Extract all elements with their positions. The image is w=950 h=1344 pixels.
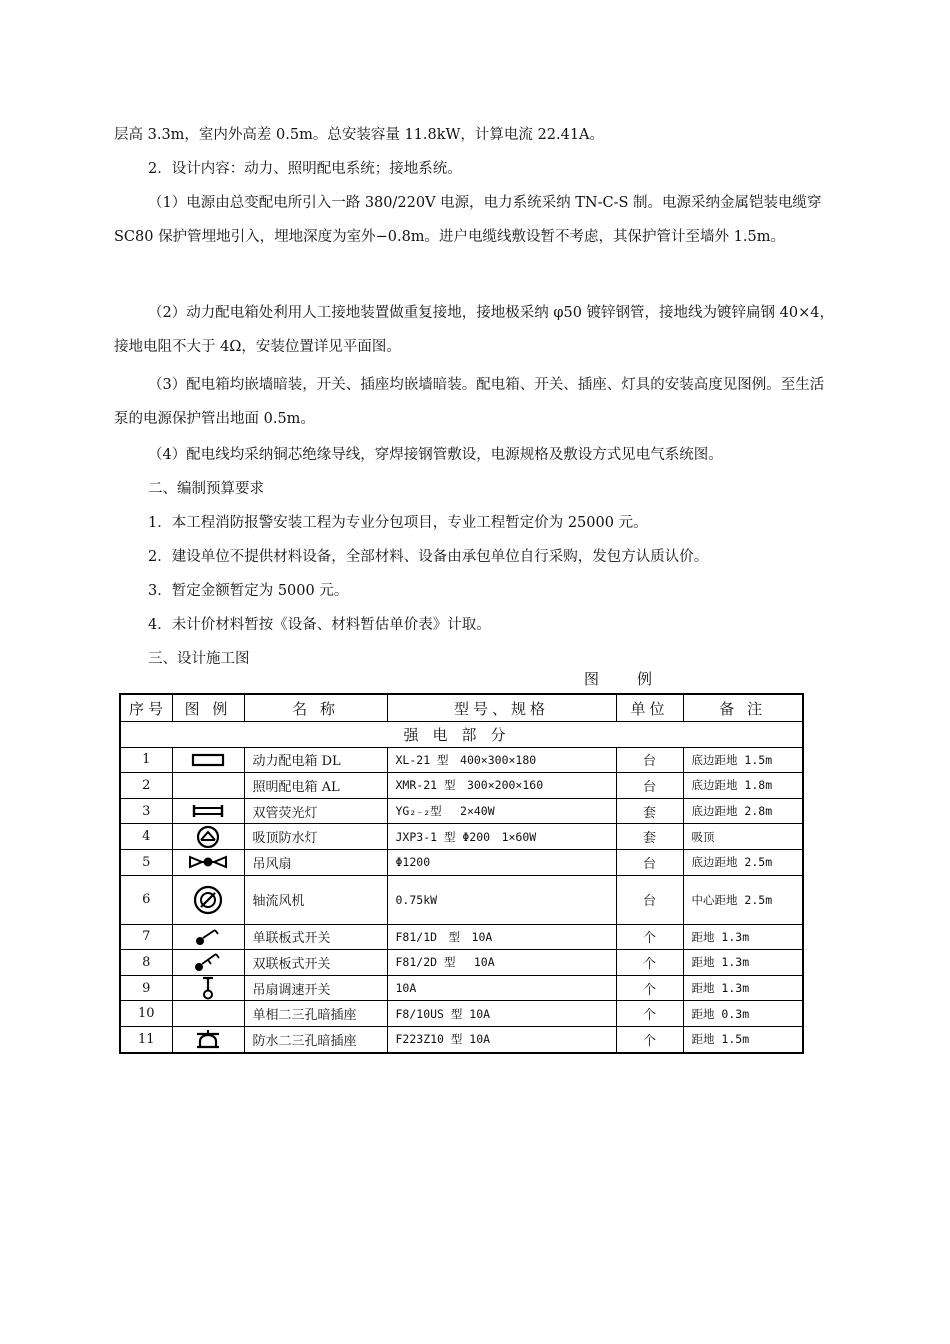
item-remark: 距地 1.3m <box>683 924 803 950</box>
item-remark: 距地 1.3m <box>683 975 803 1001</box>
section-heading: 二、编制预算要求 <box>148 481 264 497</box>
paragraph: 4．未计价材料暂按《设备、材料暂估单价表》计取。 <box>148 617 491 633</box>
section-heading: 三、设计施工图 <box>148 651 250 667</box>
item-remark: 底边距地 1.8m <box>683 773 803 799</box>
table-row <box>120 1001 803 1027</box>
header-no: 序号 <box>120 694 172 722</box>
double-switch-icon <box>173 951 244 973</box>
item-name: 防水二三孔暗插座 <box>244 1026 387 1052</box>
item-name: 吸顶防水灯 <box>244 824 387 850</box>
item-remark: 距地 1.3m <box>683 950 803 976</box>
symbol-cell <box>172 950 244 976</box>
item-name: 吊风扇 <box>244 849 387 875</box>
item-remark: 吸顶 <box>683 824 803 850</box>
row-number: 2 <box>120 773 172 799</box>
symbol-cell <box>172 875 244 924</box>
table-row <box>120 849 803 875</box>
symbol-cell <box>172 924 244 950</box>
table-row <box>120 747 803 773</box>
legend-caption: 图例 <box>584 670 691 688</box>
item-name: 吊扇调速开关 <box>244 975 387 1001</box>
ceiling-fan-icon <box>173 854 244 870</box>
row-number: 3 <box>120 798 172 824</box>
table-row <box>120 975 803 1001</box>
item-remark: 中心距地 2.5m <box>683 875 803 924</box>
symbol-cell <box>172 798 244 824</box>
row-number: 5 <box>120 849 172 875</box>
item-unit: 个 <box>616 950 683 976</box>
item-unit: 台 <box>616 773 683 799</box>
item-model: Φ1200 <box>387 849 616 875</box>
item-model: XMR-21 型 300×200×160 <box>387 773 616 799</box>
item-name: 照明配电箱 AL <box>244 773 387 799</box>
single-switch-icon <box>173 927 244 947</box>
item-model: XL-21 型 400×300×180 <box>387 747 616 773</box>
item-name: 单相二三孔暗插座 <box>244 1001 387 1027</box>
paragraph: （4）配电线均采纳铜芯绝缘导线，穿焊接钢管敷设，电源规格及敷设方式见电气系统图。 <box>148 447 723 463</box>
row-number: 7 <box>120 924 172 950</box>
header-symbol: 图 例 <box>172 694 244 722</box>
paragraph: （2）动力配电箱处利用人工接地装置做重复接地，接地极采纳 φ50 镀锌钢管，接地线为镀锌扁钢 40×4，接地电阻不大于 4Ω，安装位置详见平面图。 <box>114 305 834 355</box>
fan-speed-switch-icon <box>173 976 244 1000</box>
legend-table <box>119 693 804 1054</box>
table-row <box>120 773 803 799</box>
item-model: F81/1D 型 10A <box>387 924 616 950</box>
item-unit: 个 <box>616 1001 683 1027</box>
symbol-cell <box>172 1001 244 1027</box>
header-unit: 单位 <box>616 694 683 722</box>
table-row <box>120 824 803 850</box>
row-number: 4 <box>120 824 172 850</box>
section-label: 强电部分 <box>120 722 803 748</box>
header-model: 型号、规格 <box>387 694 616 722</box>
paragraph: （1）电源由总变配电所引入一路 380/220V 电源，电力系统采纳 TN-C-S 制。电源采纳金属铠装电缆穿 SC80 保护管埋地引入，埋地深度为室外−0.8m。进户电缆线敷设暂不考虑，其保护管计至墙外 1.5m。 <box>114 195 822 245</box>
item-unit: 台 <box>616 849 683 875</box>
header-name: 名 称 <box>244 694 387 722</box>
header-remark: 备 注 <box>683 694 803 722</box>
table-row <box>120 924 803 950</box>
item-model: F223Z10 型 10A <box>387 1026 616 1052</box>
item-unit: 个 <box>616 1026 683 1052</box>
item-unit: 台 <box>616 747 683 773</box>
paragraph: 3．暂定金额暂定为 5000 元。 <box>148 583 349 599</box>
item-unit: 个 <box>616 924 683 950</box>
double-fluorescent-lamp-icon <box>173 803 244 819</box>
waterproof-socket-icon <box>173 1029 244 1049</box>
symbol-cell <box>172 773 244 799</box>
paragraph: （3）配电箱均嵌墙暗装，开关、插座均嵌墙暗装。配电箱、开关、插座、灯具的安装高度见图例。至生活泵的电源保护管出地面 0.5m。 <box>114 377 825 427</box>
symbol-cell <box>172 849 244 875</box>
item-remark: 距地 0.3m <box>683 1001 803 1027</box>
row-number: 6 <box>120 875 172 924</box>
paragraph: 1．本工程消防报警安装工程为专业分包项目，专业工程暂定价为 25000 元。 <box>148 515 648 531</box>
row-number: 10 <box>120 1001 172 1027</box>
item-remark: 底边距地 2.8m <box>683 798 803 824</box>
item-name: 轴流风机 <box>244 875 387 924</box>
waterproof-ceiling-lamp-icon <box>173 825 244 849</box>
item-unit: 套 <box>616 824 683 850</box>
axial-fan-icon <box>173 885 244 915</box>
item-name: 动力配电箱 DL <box>244 747 387 773</box>
symbol-cell <box>172 975 244 1001</box>
item-remark: 距地 1.5m <box>683 1026 803 1052</box>
item-model: 0.75kW <box>387 875 616 924</box>
distribution-box-icon <box>173 753 244 767</box>
paragraph: 2．建设单位不提供材料设备，全部材料、设备由承包单位自行采购，发包方认质认价。 <box>148 549 709 565</box>
table-row <box>120 950 803 976</box>
item-name: 双管荧光灯 <box>244 798 387 824</box>
item-model: F8/10US 型 10A <box>387 1001 616 1027</box>
item-name: 双联板式开关 <box>244 950 387 976</box>
section-row <box>120 722 803 748</box>
table-row <box>120 798 803 824</box>
symbol-cell <box>172 747 244 773</box>
row-number: 8 <box>120 950 172 976</box>
paragraph: 层高 3.3m，室内外高差 0.5m。总安装容量 11.8kW，计算电流 22.41A。 <box>114 127 605 143</box>
symbol-cell <box>172 1026 244 1052</box>
item-unit: 套 <box>616 798 683 824</box>
item-unit: 台 <box>616 875 683 924</box>
row-number: 1 <box>120 747 172 773</box>
row-number: 11 <box>120 1026 172 1052</box>
item-model: F81/2D 型 10A <box>387 950 616 976</box>
table-row <box>120 1026 803 1052</box>
table-header-row <box>120 694 803 722</box>
item-name: 单联板式开关 <box>244 924 387 950</box>
item-remark: 底边距地 2.5m <box>683 849 803 875</box>
item-remark: 底边距地 1.5m <box>683 747 803 773</box>
item-model: JXP3-1 型 Φ200 1×60W <box>387 824 616 850</box>
paragraph: 2．设计内容：动力、照明配电系统；接地系统。 <box>148 161 462 177</box>
row-number: 9 <box>120 975 172 1001</box>
item-model: 10A <box>387 975 616 1001</box>
item-unit: 个 <box>616 975 683 1001</box>
symbol-cell <box>172 824 244 850</box>
table-row <box>120 875 803 924</box>
item-model: YG₂₋₂型 2×40W <box>387 798 616 824</box>
